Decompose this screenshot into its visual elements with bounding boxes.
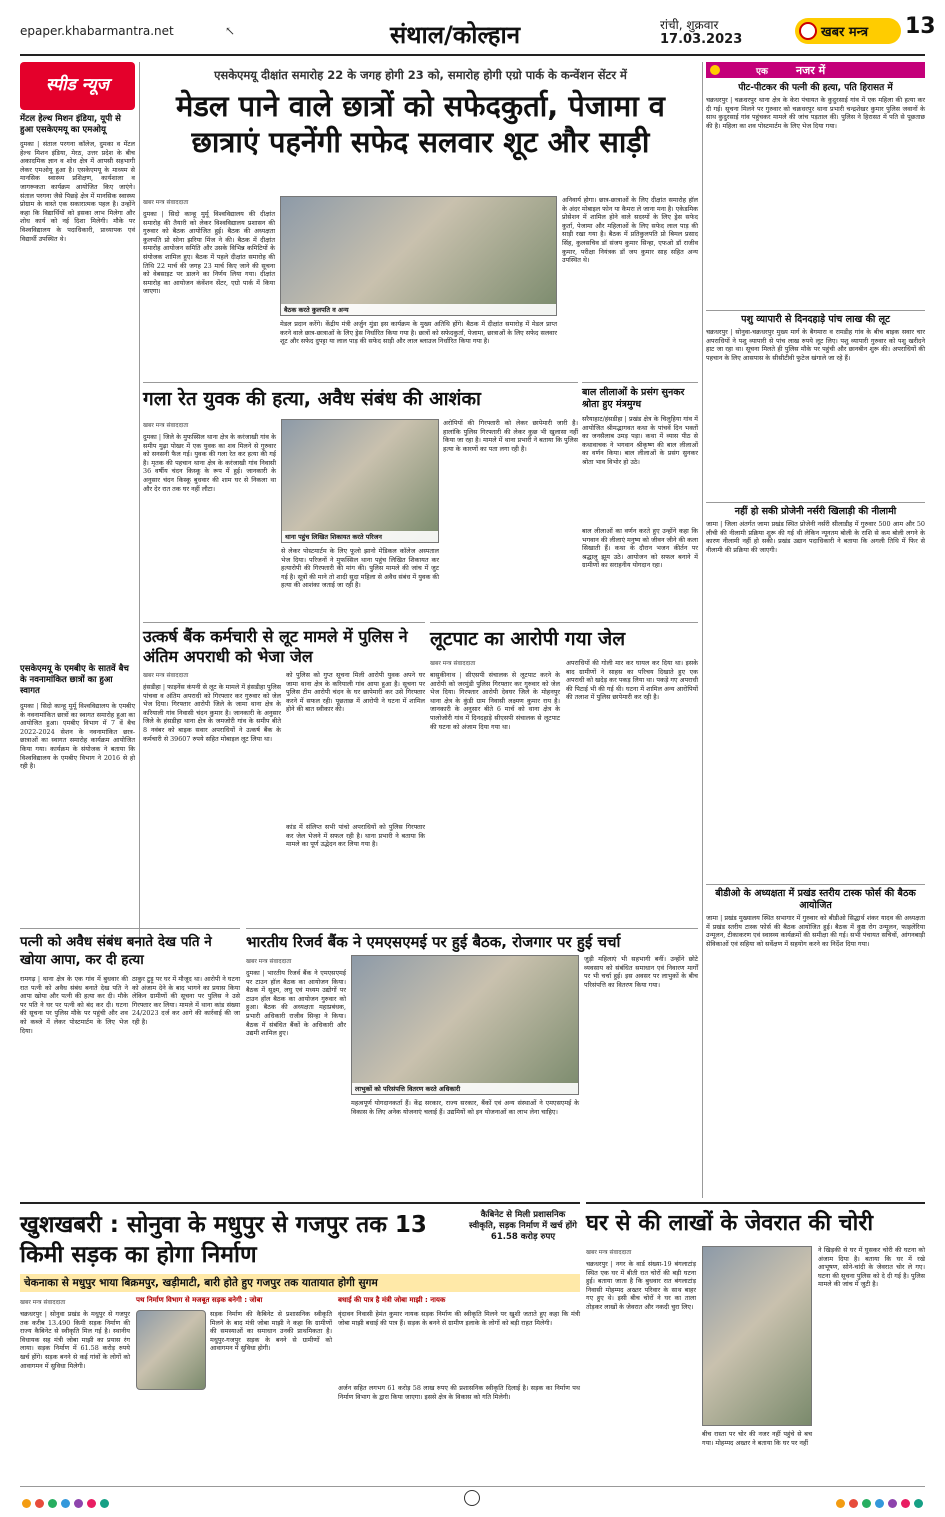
rbi-byline: खबर मन्त्र संवाददाता [246,958,292,965]
nazar-eye-icon [710,65,720,75]
page-header [20,10,936,56]
road-col-1: चक्रधरपुर | सोनुवा प्रखंड के मधुपुर से गजपुर तक करीब 13.490 किमी सड़क निर्माण की राज्य कैबिनेट से स्वीकृति मिल गई है। स्थानीय विधायक सह मंत्री जोबा माझी का प्रयास रंग लाया। सड़क निर्माण में 61.58 करोड़ रुपये खर्च होंगे। सड़क बनने से कई गांवों के लोगों को आवागमन में सुविधा मिलेगी। [20,1310,130,1370]
nazar-body-4: जामा | प्रखंड मुख्यालय स्थित सभागार में गुरुवार को बीडीओ सिद्धार्थ शंकर यादव की अध्यक्षता में प्रखंड स्तरीय टास्क फोर्स की बैठक आयोजित हुई। बैठक में कुष्ठ रोग उन्मूलन, फाइलेरिया उन्मूलन, टीकाकरण एवं स्वास्थ्य कार्यक्रमों की समीक्षा की गई। सभी पंचायत सचिवों, आंगनबाड़ी सेविकाओं एवं सहिया को सर्वेक्षण में सहयोग करने का निर्देश दिया गया। [706,914,925,948]
registration-dot [888,1499,897,1508]
lead-photo [280,196,557,316]
lead-headline: मेडल पाने वाले छात्रों को सफेदकुर्ता, पेजामा व छात्राएं पहनेंगी सफेद सलवार शूट और साड़ी [176,89,665,159]
speed-news-badge [20,62,135,110]
city-day: रांची, शुक्रवार [660,18,719,32]
nazar-body-1: चक्रधरपुर | चक्रधरपुर थाना क्षेत्र के केरा पंचायत के कुदुरसाई गांव में एक महिला की हत्या कर दी गई। सूचना मिलने पर गुरुवार को चक्रधरपुर थाना प्रभारी चन्द्रशेखर कुमार पुलिस जवानों के साथ कुदुरसाई गांव पहुंचकर मामले की जांच पड़ताल की। पुलिस ने हिरासत में पति से पूछताछ की है। महिला का शव पोस्टमार्टम के लिए भेज दिया गया। [706,96,925,130]
nazar-body-3: जामा | जिला अंतर्गत जामा प्रखंड स्थित प्रोजेनी नर्सरी सीलाडीह में गुरुवार 500 आम और 50 लीची की नीलामी प्रक्रिया शुरू की गई थी लेकिन न्यूनतम बोली के राशि से कम बोली लगने के कारण नीलामी नहीं हो सकी। प्रखंड उद्यान पदाधिकारी ने बताया कि अगली तिथि में फिर से नीलामी की प्रक्रिया की जाएगी। [706,520,925,554]
jewel-headline: घर से की लाखों के जेवरात की चोरी [586,1211,874,1236]
lead-photo-caption: बैठक करते कुलपति व अन्य [281,304,556,315]
lead-story [143,62,698,378]
rbi-col-2: महत्वपूर्ण योगदानकर्ता हैं। केंद्र सरकार, राज्य सरकार, बैंकों एवं अन्य संस्थाओं ने एमएसएमई के विकास के लिए अनेक योजनाएं चलाई हैं। उद्यमियों को इन योजनाओं का लाभ लेना चाहिए। [351,1099,579,1116]
rbi-story [246,928,698,1198]
road-quote-1-body: सड़क निर्माण की कैबिनेट से प्रशासनिक स्वीकृति मिलने के बाद मंत्री जोबा माझी ने कहा कि ग्रामीणों की समस्याओं का समाधान उनकी प्राथमिकता है। मधुपुर-गजपुर सड़क के बनने से ग्रामीणों को आवागमन में सुविधा होगी। [210,1310,332,1353]
road-quote-1-title: पथ निर्माण विभाग से मजबूत सड़क बनेगी : जोबा [136,1296,263,1304]
rbi-headline: भारतीय रिजर्व बैंक ने एमएसएमई पर हुई बैठक, रोजगार पर हुई चर्चा [246,933,621,951]
road-quote-2-title: बधाई की पात्र है मंत्री जोबा माझी : नायक [338,1296,446,1304]
loot-story [430,622,698,924]
bhajan-col-1: सरैयाहाट/हंसडीहा | प्रखंड क्षेत्र के चिलुहिया गांव में आयोजित श्रीमद्भागवत कथा के पांचवें दिन भक्तों का जनसैलाब उमड़ पड़ा। कथा में व्यास पीठ से कथावाचक ने भगवान श्रीकृष्ण की बाल लीलाओं का वर्णन किया। बाल लीलाओं के प्रसंग सुनकर श्रोता भाव विभोर हो उठे। [582,415,698,466]
registration-dot [875,1499,884,1508]
speed-news-label: स्पीड न्यूज [45,75,110,95]
road-strip [20,1274,580,1292]
road-story [20,1202,580,1480]
speed-news-body-2: दुमका | सिदो कान्हू मुर्मू विश्वविद्यालय के एमबीए के नवनामांकित छात्रों का स्वागत समारोह हुआ का आयोजित हुआ। एमबीए विभाग में 7 वें बैच 2022-2024 सेशन के नवनामांकित छात्र-छात्राओं का स्वागत समारोह कार्यक्रम आयोजित किया गया। कार्यक्रम के संयोजक ने बताया कि विश्वविद्यालय के एमबीए विभाग ने 2016 से हो रही है। [20,702,135,771]
bhajan-col-2: बाल लीलाओं का वर्णन करते हुए उन्होंने कहा कि भगवान की लीलाएं मनुष्य को जीवन जीने की कला सिखाती हैं। कथा के दौरान भजन कीर्तन पर श्रद्धालु झूम उठे। आयोजन को सफल बनाने में ग्रामीणों का सराहनीय योगदान रहा। [582,527,698,570]
jewel-photo [702,1246,812,1426]
registration-dot [74,1499,83,1508]
murder-photo [281,419,439,543]
lead-col-2: मेडल प्रदान करेंगे। केंद्रीय मंत्री अर्जुन मुंडा इस कार्यक्रम के मुख्य अतिथि होंगे। बैठक में दीक्षांत समारोह में मेडल प्राप्त करने वाले छात्र-छात्राओं के लिए ड्रेस निर्धारित किया गया है। छात्रों को सफेदकुर्ता, पेजामा, छात्राओं के लिए सफेद सलवार शूट और सफेद दुपट्टा या लाल पाड़ की सफेद साड़ी और लाल ब्लाउज निर्धारित किया गया है। [280,320,557,346]
nazar-headline-1: पीट-पीटकर की पत्नी की हत्या, पति हिरासत में [738,83,893,93]
minister-photo [136,1310,206,1390]
lead-col-1: दुमका | सिदो कान्हू मुर्मू विश्वविद्यालय की दीक्षांत समारोह की तैयारी को लेकर विश्वविद्यालय प्रशासन की गुरुवार को बैठक आयोजित हुई। बैठक की अध्यक्षता कुलपति प्रो सोना झरिया मिंज ने की। बैठक में दीक्षांत समारोह आयोजन समिति और उसके विभिन्न कमिटियों के संयोजक शामिल हुए। बैठक में पहले दीक्षांत समारोह की तिथि 22 मार्च की जगह 23 मार्च किए जाने की सूचना को वेबसाइट पर डालने का निर्णय लिया गया। दीक्षांत समारोह का आयोजन कंवेंशन सेंटर, एग्रो पार्क में किया जाएगा। [143,210,275,296]
nazar-small-label: एक [756,67,768,77]
bhajan-story [582,382,698,618]
registration-dots-left [20,1493,220,1505]
loot-byline: खबर मन्त्र संवाददाता [430,660,476,667]
issue-date: 17.03.2023 [660,32,743,47]
registration-dot [87,1499,96,1508]
bank-col-2: को पुलिस को गुप्त सूचना मिली आरोपी युवक अपने घर जामा थाना क्षेत्र के करियाली गांव आया हुआ है। सूचना पर पुलिस टीम आरोपी चंदन के घर छापेमारी कर उसे गिरफ्तार करने में सफल रही। पूछताछ में आरोपी ने घटना में शामिल होने की बात स्वीकार की। [286,671,425,714]
bank-col-3: कांड में संलिप्त सभी पांचो अपराधियों को पुलिस गिरफ्तार कर जेल भेजने में सफल रही है। थाना प्रभारी ने बताया कि मामले का पूर्ण उद्भेदन कर लिया गया है। [286,823,425,849]
nazar-headline-3: नहीं हो सकी प्रोजेनी नर्सरी खिलाड़ी की नीलामी [706,502,925,518]
jewel-story [586,1202,925,1480]
wife-col-2: ठाकुर टुड़ू पर घर में मौजूद था। आरोपी ने घटना को अंजाम देने के बाद भागने का प्रयास किया लेकिन ग्रामीणों की सूचना पर पुलिस ने उसे गिरफ्तार कर लिया। मामले में थाना कांड संख्या 24/2023 दर्ज कर आगे की कार्रवाई की जा रही है। [132,975,240,1026]
road-col-2: अर्जन सहित लगभग 61 करोड़ 58 लाख रुपए की प्रशासनिक स्वीकृति दिलाई है। सड़क का निर्माण पथ निर्माण विभाग के द्वारा किया जाएगा। इससे क्षेत्र के विकास को गति मिलेगी। [338,1384,580,1401]
speed-news-body-1: दुमका | संताल परगना कॉलेज, दुमका व मेंटल हेल्थ मिशन इंडिया, मेरठ, उत्तर प्रदेश के बीच अकादमिक ज्ञान व शोध क्षेत्र में आपसी सहभागी लेकर एमओयू हुआ है। एसकेएमयू के माध्यम से मानसिक स्वास्थ्य प्रशिक्षण, कार्यशाला व जागरूकता कार्यक्रम आयोजित किए जाएंगे। संताल परगना जैसे पिछड़े क्षेत्र में मानसिक स्वास्थ्य प्रोग्राम के वास्ते एक सकारात्मक पहल है। उन्होंने कहा कि विद्यार्थियों को इसका लाभ मिलेगा और शोध कार्य को नई दिशा मिलेगी। मौके पर विश्वविद्यालय के पदाधिकारी, प्राध्यापक एवं विद्यार्थी उपस्थित थे। [20,140,135,243]
rbi-photo [351,955,579,1095]
wife-col-1: रामगढ़ | थाना क्षेत्र के एक गांव में बुधवार की रात पत्नी को अवैध संबंध बनाते देख पति ने आपा खोया और पत्नी की हत्या कर दी। मौके पर पति ने घर पर पत्नी को बंद कर दी। घटना की सूचना पर पुलिस मौके पर पहुंची और शव को कब्जे में लेकर पोस्टमार्टम के लिए भेज दिया। [20,975,128,1035]
nazar-body-2: चक्रधरपुर | सोनुवा-चक्रधरपुर मुख्य मार्ग के बैगमारा व रामडीह गांव के बीच बाइक सवार चार अपराधियों ने पशु व्यापारी से पांच लाख रुपये लूट लिए। पशु व्यापारी गुरुवार को पशु खरीदने हाट जा रहा था। सूचना मिलते ही पुलिस मौके पर पहुंची और छानबीन शुरू की। अपराधियों की पहचान के लिए आसपास के सीसीटीवी फुटेज खंगाले जा रहे हैं। [706,328,925,362]
registration-dot [48,1499,57,1508]
jewel-col-2: ने खिड़की से घर में घुसकर चोरी की घटना को अंजाम दिया है। बताया कि घर में रखे आभूषण, सोने-चांदी के जेवरात चोर ले गए। घटना की सूचना पुलिस को दे दी गई है। पुलिस मामले की जांच में जुटी है। [818,1246,925,1289]
rbi-photo-caption: लाभुकों को परिसंपत्ति वितरण करते अधिकारी [352,1083,578,1094]
crosshair-icon [464,1490,480,1506]
registration-dot [862,1499,871,1508]
road-quote-1 [136,1296,332,1482]
road-quote-2-body: वृंदावन निवासी हेमंत कुमार नायक सड़क निर्माण की स्वीकृति मिलने पर खुशी जताते हुए कहा कि मंत्री जोबा माझी बधाई की पात्र हैं। सड़क के बनने से ग्रामीण इलाके के लोगों को बड़ी राहत मिलेगी। [338,1310,580,1327]
cursor-icon: ↖ [225,24,236,38]
jewel-col-1: चक्रधरपुर | नगर के वार्ड संख्या-19 बंगलाटांड़ स्थित एक घर में बीती रात चोरों की बड़ी घटना हुई। बताया जाता है कि बुधवार रात बंगलाटांड़ निवासी मोहम्मद अख्तर परिवार के साथ बाहर गए हुए थे। इसी बीच चोरों ने घर का ताला तोड़कर लाखों के जेवरात और नकदी चुरा लिए। [586,1260,696,1311]
bank-headline: उत्कर्ष बैंक कर्मचारी से लूट मामले में पुलिस ने अंतिम अपराधी को भेजा जेल [143,627,408,666]
speed-news-column [20,62,135,948]
rbi-col-3: जुड़ी महिलाएं भी सहभागी बनीं। उन्होंने छोटे व्यवसाय को संबंधित समाधान एवं निवारण मार्गों पर भी चर्चा हुई। इस अवसर पर लाभुकों के बीच परिसंपत्ति का वितरण किया गया। [584,955,698,989]
road-byline: खबर मन्त्र संवाददाता [20,1299,66,1306]
brand-logo-icon [799,22,817,40]
road-quote-2 [338,1296,580,1482]
wife-story [20,928,240,1198]
page-footer [20,1486,925,1508]
murder-col-2: से लेकर पोस्टमार्टम के लिए फूलो झानो मेडिकल कॉलेज अस्पताल भेज दिया। परिजनों ने मुफस्सिल थाना पहुंच लिखित शिकायत कर हत्यारोपी की गिरफ्तारी की मांग की। पुलिस मामले की जांच में जुट गई है। सूत्रों की माने तो शादी सुदा महिला से अवैध संबंध में युवक की हत्या की आशंका जताई जा रही है। [281,547,439,590]
jewel-photo-caption: बीच रास्ता पर चोर की नजर नहीं पहुंचे से बच गया। मोहम्मद अख्तर ने बताया कि घर पर नहीं [702,1430,812,1447]
lead-byline: खबर मन्त्र संवाददाता [143,199,189,206]
brand-badge [795,18,901,44]
website-url[interactable]: epaper.khabarmantra.net [20,24,174,38]
lead-kicker: एसकेएमयू दीक्षांत समारोह 22 के जगह होगी 23 को, समारोह होगी एग्रो पार्क के कन्वेंशन सेंटर में [214,68,627,82]
loot-col-1: बासुकीनाथ | सीएसपी संचालक से लूटपाट करने के आरोपी को जरमुंडी पुलिस गिरफ्तार कर गुरुवार को जेल भेज दिया। गिरफ्तार आरोपी देवघर जिले के मोहनपुर थाना क्षेत्र के कुंडी ग्राम निवासी लक्ष्मण कुमार राय है। जानकारी के अनुसार बीते 6 मार्च को थाना क्षेत्र के पालोजोरी गांव में दिनदहाड़े सीएसपी संचालक से लूटपाट की घटना को अंजाम दिया गया था। [430,671,560,731]
murder-col-1: दुमका | जिले के मुफस्सिल थाना क्षेत्र के करंजाखी गांव के समीप मुढ़ा पोखर में एक युवक का शव मिलने से गुरुवार को सनसनी फैल गई। युवक की गला रेत कर हत्या की गई है। मृतक की पहचान थाना क्षेत्र के करंजाखी गांव निवासी 36 वर्षीय चंदन किस्कू के रूप में हुई। जानकारी के अनुसार चंदन किस्कू बुधवार की शाम घर से निकला था और देर रात तक घर नहीं लौटा। [143,433,276,493]
murder-story [143,382,578,618]
registration-dots-right [725,1493,925,1505]
speed-news-headline-2: एसकेएमयू के एमबीए के सातवें बैच के नवनामांकित छात्रों का हुआ स्वागत [20,664,129,696]
nazar-label: नजर में [796,64,826,77]
bank-byline: खबर मन्त्र संवाददाता [143,672,189,679]
page-number: 13 [905,14,936,39]
registration-dot [914,1499,923,1508]
nazar-band [706,62,925,78]
nazar-headline-2: पशु व्यापारी से दिनदहाड़े पांच लाख की लूट [706,310,925,326]
lead-col-3: अनिवार्य होगा। छात्र-छात्राओं के लिए दीक्षांत समारोह हॉल के अंदर मोबाइल फोन या कैमरा ले जाना मना है। एकेडमिक प्रोसेशन में शामिल होने वाले सदस्यों के लिए ड्रेस सफेद कुर्ता, पेजामा और महिलाओं के लिए सफेद लाल पाड़ की साड़ी रखा गया है। बैठक में प्रतिकुलपति प्रो बिमल प्रसाद सिंह, कुलसचिव डॉ संजय कुमार सिन्हा, एफओ डॉ राजीव कुमार, परीक्षा नियंत्रक डॉ जय कुमार साह सहित अन्य उपस्थित थे। [562,196,698,265]
brand-name: खबर मन्त्र [821,25,869,40]
section-title: संथाल/कोल्हान [390,21,521,49]
murder-byline: खबर मन्त्र संवाददाता [143,422,189,429]
loot-col-2: अपराधियों की गोली मार कर घायल कर दिया था। इसके बाद ग्रामीणों ने साहस का परिचय दिखाते हुए एक अपराधी को खदेड़ कर पकड़ लिया था। पकड़े गए अपराधी की पिटाई भी की गई थी। घटना में शामिल अन्य आरोपियों की तलाश में पुलिस छापेमारी कर रही है। [566,659,698,702]
registration-dot [836,1499,845,1508]
murder-headline: गला रेत युवक की हत्या, अवैध संबंध की आशंका [143,388,481,410]
registration-dot [901,1499,910,1508]
road-headline: खुशखबरी : सोनुवा के मधुपुर से गजपुर तक 13 किमी सड़क का होगा निर्माण [20,1212,427,1268]
road-kicker: कैबिनेट से मिली प्रशासनिक स्वीकृति, सड़क निर्माण में खर्च होंगे 61.58 करोड़ रुपए [469,1210,577,1242]
wife-headline: पत्नी को अवैध संबंध बनाते देख पति ने खोया आपा, कर दी हत्या [20,934,212,968]
murder-col-3: अरोपियों की गिरफ्तारी को लेकर छापेमारी जारी है। हालांकि पुलिस गिरफ्तारी की लेकर कुछ भी खुलासा नहीं किया जा रहा है। मामले में थाना प्रभारी ने बताया कि पुलिस हत्या के कारणों का पता लगा रही है। [443,419,578,453]
loot-headline: लूटपाट का आरोपी गया जेल [430,628,626,650]
murder-photo-caption: थाना पहुंच लिखित शिकायत करते परिजन [282,531,438,542]
registration-dot [35,1499,44,1508]
registration-dot [849,1499,858,1508]
road-strip-text: चेकनाका से मधुपुर भाया बिक्रमपुर, खड़ीमाटी, बारी होते हुए गजपुर तक यातायात होगी सुगम [24,1277,378,1289]
speed-news-headline-1: मेंटल हेल्थ मिशन इंडिया, यूपी से हुआ एसकेएमयू का एमओयू [20,114,121,135]
nazar-headline-4: बीडीओ के अध्यक्षता में प्रखंड स्तरीय टास्क फोर्स की बैठक आयोजित [706,884,925,912]
registration-dot [61,1499,70,1508]
registration-dot [22,1499,31,1508]
jewel-byline: खबर मन्त्र संवाददाता [586,1249,632,1256]
rbi-col-1: दुमका | भारतीय रिजर्व बैंक ने एमएसएमई पर टाउन हॉल बैठक का आयोजन किया। बैठक में सूक्ष्म, लघु एवं मध्यम उद्योगों पर टाउन हॉल बैठक का आयोजन गुरुवार को हुआ। बैठक की अध्यक्षता महाप्रबंधक, प्रभारी अधिकारी राजीव सिन्हा ने किया। बैठक में संबंधित बैंकों के अधिकारी और उद्यमी शामिल हुए। [246,969,346,1038]
bank-story [143,622,425,924]
bank-col-1: हंसडीहा | फाइनेंस कंपनी से लूट के मामले में हंसडीहा पुलिस पांचवा व अंतिम अपराधी को गिरफ्तार कर गुरुवार को जेल भेज दिया। गिरफ्तार आरोपी जिले के जामा थाना क्षेत्र के करियाली गांव निवासी चंदन कुमार है। जानकारी के अनुसार जिले के हंसडीहा थाना क्षेत्र के जमजोरी गांव के समीप बीते 8 नवंबर को बाइक सवार अपराधियों ने उत्कर्ष बैंक के कर्मचारी से 39607 रुपये सहित मोबाइल लूट लिया था। [143,683,281,743]
registration-dot [100,1499,109,1508]
bhajan-headline: बाल लीलाओं के प्रसंग सुनकर श्रोता हुए मंत्रमुग्ध [582,387,685,410]
nazar-column [706,62,925,1198]
